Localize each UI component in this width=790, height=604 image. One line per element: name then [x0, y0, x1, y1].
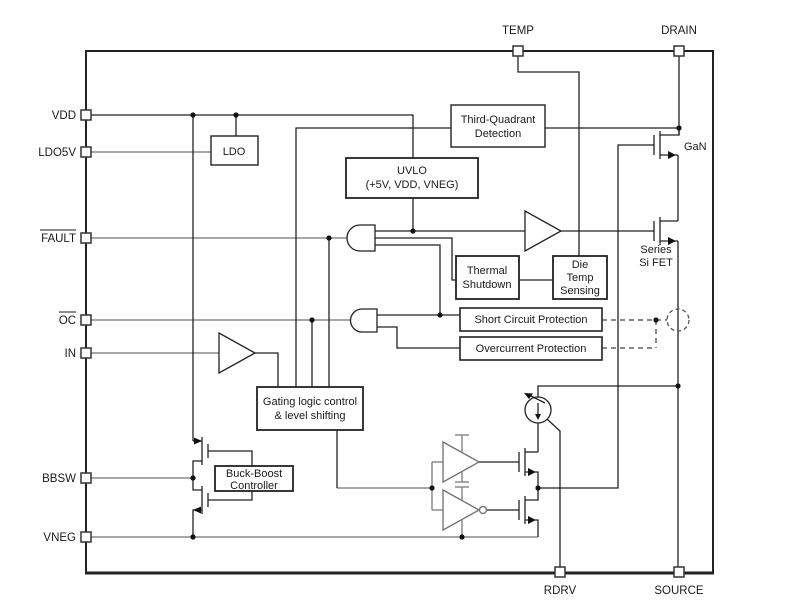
- uvlo-block: [346, 158, 478, 198]
- third-quadrant-block: [451, 105, 545, 147]
- driver-stage: [443, 393, 551, 537]
- current-source: [524, 393, 551, 423]
- pulldown-fet: [519, 488, 538, 537]
- blocks: [211, 105, 607, 491]
- thermal-text-1: Thermal: [466, 265, 508, 277]
- overcurrent-text: Overcurrent Protection: [475, 343, 587, 355]
- in-pin: [81, 348, 91, 358]
- gan-text: GaN: [684, 141, 707, 153]
- die-temp-text-2: Temp: [566, 272, 594, 284]
- thermal-to-and: [375, 238, 456, 280]
- gating-text-1: Gating logic control: [262, 396, 358, 408]
- in-buffer: [219, 333, 255, 373]
- gating-text-2: & level shifting: [274, 410, 346, 422]
- series-fet-text-1: Series: [640, 244, 672, 256]
- third-quadrant-text-2: Detection: [474, 128, 522, 140]
- ldo-text: LDO: [222, 146, 246, 158]
- driver-buffer: [443, 442, 479, 482]
- die-temp-text-3: Sensing: [560, 285, 600, 297]
- current-source-to-source: [538, 386, 678, 397]
- in-label: IN: [64, 348, 76, 360]
- buck-boost-text-1: Buck-Boost: [225, 468, 283, 480]
- third-quadrant-text-1: Third-Quadrant: [460, 114, 536, 126]
- series-fet-text-2: Si FET: [639, 257, 673, 269]
- in-to-gating: [255, 353, 278, 387]
- buck-boost-text-2: Controller: [230, 480, 278, 492]
- die-temp-text-1: Die: [571, 259, 589, 271]
- temp-label: TEMP: [502, 25, 534, 37]
- drain-pin: [674, 46, 684, 56]
- ldo5v-label: LDO5V: [38, 147, 76, 159]
- thermal-text-2: Shutdown: [462, 279, 512, 291]
- uvlo-text-1: UVLO: [397, 165, 427, 177]
- source-pin: [674, 567, 684, 577]
- vneg-pin: [81, 532, 91, 542]
- pullup-fet: [519, 448, 538, 488]
- sense-nets: [602, 309, 689, 348]
- short-circuit-text: Short Circuit Protection: [474, 314, 588, 326]
- gan-fet: [654, 128, 679, 159]
- oc-label: OC: [58, 315, 76, 327]
- bbsw-label: BBSW: [42, 473, 76, 485]
- fet-gate-buffer: [525, 211, 561, 251]
- series-si-fet: [654, 217, 678, 245]
- vdd-pin: [81, 110, 91, 120]
- drain-label: DRAIN: [661, 25, 697, 37]
- fault-pin: [81, 233, 91, 243]
- vdd-label: VDD: [51, 110, 76, 122]
- source-label: SOURCE: [654, 585, 704, 597]
- oc-and-gate: [351, 309, 378, 332]
- oc-pin: [81, 315, 91, 325]
- rdrv-pin: [555, 567, 565, 577]
- bbsw-pin: [81, 473, 91, 483]
- shortcircuit-to-and: [375, 245, 440, 315]
- uvlo-text-2: (+5V, VDD, VNEG): [365, 179, 459, 191]
- fault-and-gate: [347, 225, 375, 251]
- gating-logic-block: [257, 387, 363, 430]
- rdrv-net: [547, 419, 560, 567]
- driver-inverter: [443, 490, 479, 530]
- vneg-label: VNEG: [43, 532, 76, 544]
- temp-pin: [513, 46, 523, 56]
- inverter-bubble: [480, 507, 487, 514]
- rdrv-label: RDRV: [543, 585, 577, 597]
- fault-label: FAULT: [41, 233, 76, 245]
- chip-outline: [85, 51, 714, 573]
- thermal-shutdown-block: [456, 256, 519, 299]
- ldo5v-pin: [81, 147, 91, 157]
